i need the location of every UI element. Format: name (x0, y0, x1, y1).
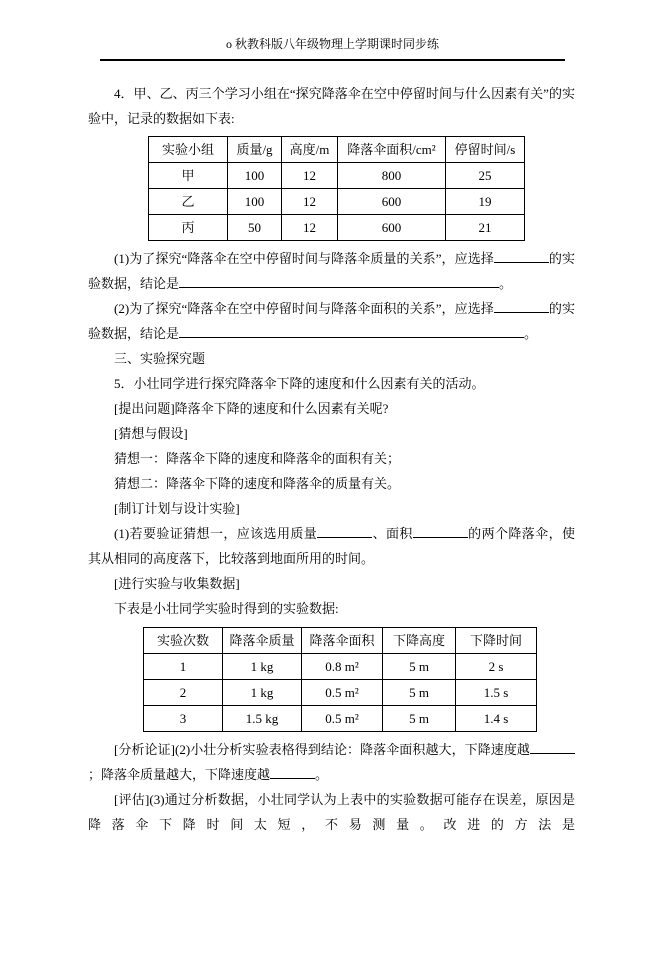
q4-part2 (88, 296, 575, 346)
q5-hypothesis-1: 猜想一：降落伞下降的速度和降落伞的面积有关； (114, 451, 401, 466)
table-cell: 0.8 m² (302, 654, 383, 680)
table-row (144, 706, 537, 732)
q4-data-table (148, 136, 525, 241)
q5-analysis-pre: [分析论证](2)小壮分析实验表格得到结论：降落伞面积越大，下降速度越 (114, 742, 530, 757)
answer-blank (179, 323, 524, 338)
q5-plan-header: [制订计划与设计实验] (114, 501, 240, 516)
table-cell: 5 m (383, 654, 456, 680)
header-title: o 秋教科版八年级物理上学期课时同步练 (225, 37, 439, 51)
table-cell: 50 (228, 215, 282, 241)
table-cell: 0.5 m² (302, 680, 383, 706)
q5-analysis (88, 737, 575, 787)
q5-question: [提出问题]降落伞下降的速度和什么因素有关呢? (114, 401, 389, 416)
col-header: 实验次数 (144, 628, 223, 654)
q4-part1-end: 。 (499, 276, 513, 291)
q5-intro: 5．小壮同学进行探究降落伞下降的速度和什么因素有关的活动。 (114, 376, 485, 391)
col-header: 降落伞面积/cm² (338, 137, 446, 163)
table-cell: 12 (282, 215, 338, 241)
worksheet-page (0, 36, 661, 971)
table-cell: 丙 (149, 215, 228, 241)
table-cell: 2 s (456, 654, 537, 680)
table-cell: 600 (338, 215, 446, 241)
table-cell: 3 (144, 706, 223, 732)
table-cell: 100 (228, 163, 282, 189)
table-cell: 1.5 s (456, 680, 537, 706)
table-cell: 21 (446, 215, 525, 241)
answer-blank (413, 523, 468, 538)
col-header: 高度/m (282, 137, 338, 163)
q5-plan (88, 521, 575, 571)
q4-part2-end: 。 (524, 326, 538, 341)
q4-part1-mid: 的实验数据，结论是 (88, 251, 575, 291)
table-cell: 乙 (149, 189, 228, 215)
col-header: 质量/g (228, 137, 282, 163)
q4-part2-text: (2)为了探究“降落伞在空中停留时间与降落伞面积的关系”，应选择 (114, 301, 494, 316)
table-cell: 25 (446, 163, 525, 189)
col-header: 下降时间 (456, 628, 537, 654)
table-row (144, 680, 537, 706)
table-row (144, 654, 537, 680)
q5-collect-header: [进行实验与收集数据] (114, 576, 240, 591)
answer-blank (317, 523, 372, 538)
table-header-row (144, 628, 537, 654)
table-cell: 1 kg (223, 680, 302, 706)
table-cell: 12 (282, 189, 338, 215)
answer-blank (179, 273, 499, 288)
col-header: 下降高度 (383, 628, 456, 654)
table-cell: 800 (338, 163, 446, 189)
page-body (0, 61, 661, 837)
page-header (100, 36, 565, 61)
q5-plan-mid: 、面积 (372, 526, 413, 541)
q5-plan-end: 的两个降落伞，使其从相同的高度落下，比较落到地面所用的时间。 (88, 526, 575, 566)
col-header: 降落伞面积 (302, 628, 383, 654)
table-cell: 1.5 kg (223, 706, 302, 732)
q5-hypothesis-header: [猜想与假设] (114, 426, 188, 441)
col-header: 降落伞质量 (223, 628, 302, 654)
table-cell: 19 (446, 189, 525, 215)
q5-hypothesis-2: 猜想二：降落伞下降的速度和降落伞的质量有关。 (114, 476, 401, 491)
q5-collect-intro: 下表是小壮同学实验时得到的实验数据: (114, 601, 339, 616)
q5-plan-pre: (1)若要验证猜想一，应该选用质量 (114, 526, 318, 541)
table-cell: 甲 (149, 163, 228, 189)
q4-part1-text: (1)为了探究“降落伞在空中停留时间与降落伞质量的关系”，应选择 (114, 251, 494, 266)
table-row (149, 163, 525, 189)
answer-blank (270, 764, 315, 779)
table-cell: 5 m (383, 706, 456, 732)
q4-part2-mid: 的实验数据，结论是 (88, 301, 575, 341)
q4-part1 (88, 246, 575, 296)
q5-evaluation: [评估](3)通过分析数据，小壮同学认为上表中的实验数据可能存在误差，原因是降落伞下降时间太短，不易测量。改进的方法是 (88, 792, 575, 832)
table-cell: 5 m (383, 680, 456, 706)
table-cell: 1.4 s (456, 706, 537, 732)
table-row (149, 189, 525, 215)
col-header: 停留时间/s (446, 137, 525, 163)
q5-data-table (143, 627, 537, 732)
table-cell: 1 kg (223, 654, 302, 680)
table-header-row (149, 137, 525, 163)
table-cell: 100 (228, 189, 282, 215)
q5-analysis-mid: ；降落伞质量越大，下降速度越 (88, 767, 271, 782)
answer-blank (530, 739, 575, 754)
q5-analysis-end: 。 (315, 767, 329, 782)
table-cell: 12 (282, 163, 338, 189)
table-cell: 2 (144, 680, 223, 706)
answer-blank (494, 298, 549, 313)
table-cell: 0.5 m² (302, 706, 383, 732)
table-cell: 1 (144, 654, 223, 680)
table-cell: 600 (338, 189, 446, 215)
section-3-title: 三、实验探究题 (114, 351, 206, 366)
q4-intro: 4．甲、乙、丙三个学习小组在“探究降落伞在空中停留时间与什么因素有关”的实验中，记录的数据如下表: (88, 86, 575, 126)
answer-blank (494, 248, 549, 263)
table-row (149, 215, 525, 241)
col-header: 实验小组 (149, 137, 228, 163)
